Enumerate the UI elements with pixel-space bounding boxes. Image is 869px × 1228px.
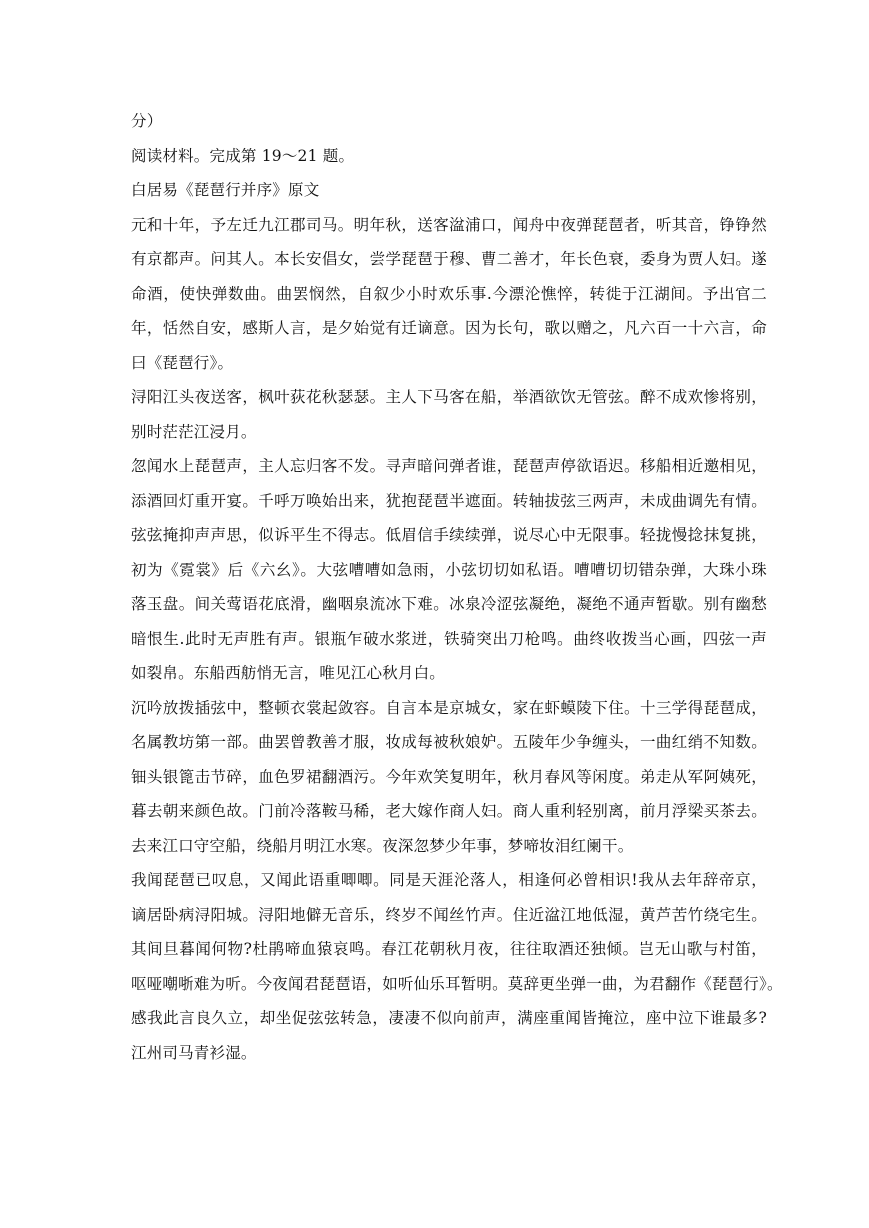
text-line: 落玉盘。间关莺语花底滑，幽咽泉流冰下难。冰泉冷涩弦凝绝，凝绝不通声暂歇。别有幽愁 — [131, 595, 767, 613]
poem-stanza-4 — [131, 863, 783, 1070]
text-line: 忽闻水上琵琶声，主人忘归客不发。寻声暗问弹者谁，琵琶声停欲语迟。移船相近邀相见， — [131, 457, 767, 475]
text-line: 有京都声。问其人。本长安倡女，尝学琵琶于穆、曹二善才，年长色衰，委身为贾人妇。遂 — [131, 250, 767, 268]
text-line: 弦弦掩抑声声思，似诉平生不得志。低眉信手续续弹，说尽心中无限事。轻拢慢捻抹复挑， — [131, 526, 767, 544]
text-line: 名属教坊第一部。曲罢曾教善才服，妆成每被秋娘妒。五陵年少争缠头，一曲红绡不知数。 — [131, 733, 767, 751]
text-line: 曰《琵琶行》。 — [131, 353, 234, 372]
preface-paragraph — [131, 208, 767, 381]
text-line: 沉吟放拨插弦中，整顿衣裳起敛容。自言本是京城女，家在虾蟆陵下住。十三学得琵琶成， — [131, 698, 767, 717]
text-line: 暗恨生.此时无声胜有声。银瓶乍破水浆迸，铁骑突出刀枪鸣。曲终收拨当心画，四弦一声 — [131, 629, 767, 648]
text-line: 命酒，使快弹数曲。曲罢悯然，自叙少小时欢乐事.今漂沦憔悴，转徙于江湖间。予出官二 — [131, 284, 767, 303]
text-line: 添酒回灯重开宴。千呼万唤始出来，犹抱琵琶半遮面。转轴拔弦三两声，未成曲调先有情。 — [131, 491, 767, 510]
header-fragment: 分） — [131, 112, 163, 130]
instruction: 阅读材料。完成第 19～21 题。 — [131, 146, 355, 165]
text-line: 元和十年，予左迁九江郡司马。明年秋，送客湓浦口，闻舟中夜弹琵琶者，听其音，铮铮然 — [131, 215, 767, 234]
text-line: 感我此言良久立，却坐促弦弦转急，凄凄不似向前声，满座重闻皆掩泣，座中泣下谁最多? — [131, 1009, 767, 1027]
text-line: 我闻琵琶已叹息，又闻此语重唧唧。同是天涯沦落人，相逢何必曾相识!我从去年辞帝京， — [131, 871, 767, 889]
document-page — [131, 104, 783, 1070]
source-title: 白居易《琵琶行并序》原文 — [131, 181, 320, 199]
text-line: 谪居卧病浔阳城。浔阳地僻无音乐，终岁不闻丝竹声。住近湓江地低湿，黄芦苦竹绕宅生。 — [131, 905, 767, 924]
poem-stanza-1 — [131, 380, 767, 449]
text-line: 呕哑嘲哳难为听。今夜闻君琵琶语，如听仙乐耳暂明。莫辞更坐弹一曲，为君翻作《琵琶行》。 — [131, 974, 783, 993]
poem-stanza-2 — [131, 449, 767, 691]
text-line: 年，恬然自安，感斯人言，是夕始觉有迁谪意。因为长句，歌以赠之，凡六百一十六言，命 — [131, 319, 767, 337]
text-line: 初为《霓裳》后《六幺》。大弦嘈嘈如急雨，小弦切切如私语。嘈嘈切切错杂弹，大珠小珠 — [131, 560, 767, 579]
text-line: 其间旦暮闻何物?杜鹃啼血猿哀鸣。春江花朝秋月夜，往往取酒还独倾。岂无山歌与村笛， — [131, 940, 767, 958]
text-line: 钿头银篦击节碎，血色罗裙翻酒污。今年欢笑复明年，秋月春风等闲度。弟走从军阿姨死， — [131, 767, 767, 786]
text-line: 浔阳江头夜送客，枫叶荻花秋瑟瑟。主人下马客在船，举酒欲饮无管弦。醉不成欢惨将别， — [131, 388, 767, 406]
text-line: 江州司马青衫湿。 — [131, 1043, 257, 1062]
text-line: 暮去朝来颜色故。门前冷落鞍马稀，老大嫁作商人妇。商人重利轻别离，前月浮梁买茶去。 — [131, 802, 767, 820]
text-line: 别时茫茫江浸月。 — [131, 422, 257, 441]
poem-stanza-3 — [131, 691, 767, 864]
text-line: 去来江口守空船，绕船月明江水寒。夜深忽梦少年事，梦啼妆泪红阑干。 — [131, 836, 634, 855]
text-line: 如裂帛。东船西舫悄无言，唯见江心秋月白。 — [131, 664, 446, 682]
